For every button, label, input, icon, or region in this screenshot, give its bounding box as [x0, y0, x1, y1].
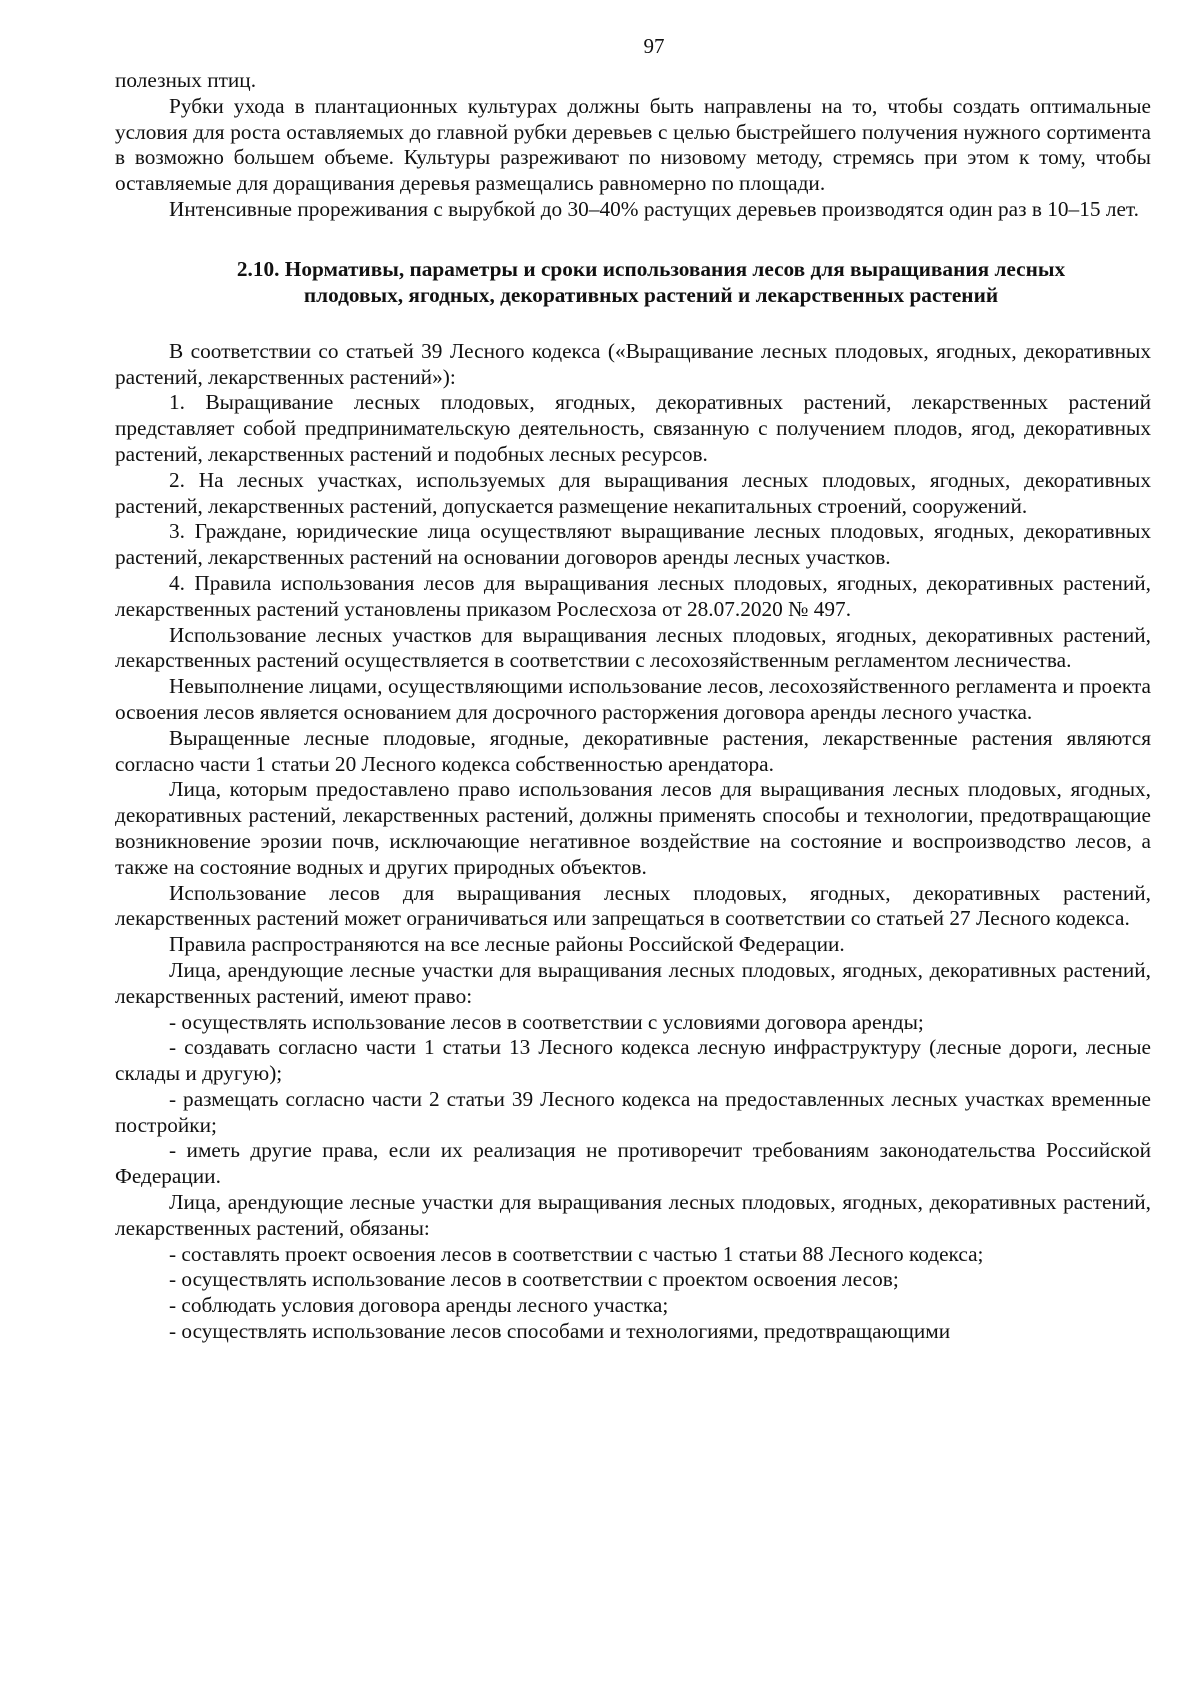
paragraph: Интенсивные прореживания с вырубкой до 30–40% растущих деревьев производятся один раз в 10–15 лет. [169, 196, 1139, 221]
paragraph: 3. Граждане, юридические лица осуществляют выращивание лесных плодовых, ягодных, декоративных растений, лекарственных растений на основании договоров аренды лесных участков. [115, 519, 1151, 570]
list-item: - составлять проект освоения лесов в соответствии с частью 1 статьи 88 Лесного кодекса; [169, 1241, 984, 1266]
paragraph: Правила распространяются на все лесные районы Российской Федерации. [169, 932, 845, 957]
paragraph: В соответствии со статьей 39 Лесного кодекса («Выращивание лесных плодовых, ягодных, декоративных растений, лекарственных растений»): [115, 338, 1151, 389]
list-item: - размещать согласно части 2 статьи 39 Лесного кодекса на предоставленных лесных участках временные постройки; [115, 1086, 1151, 1137]
paragraph: Невыполнение лицами, осуществляющими использование лесов, лесохозяйственного регламента и проекта освоения лесов является основанием для досрочного расторжения договора аренды лесного участка. [115, 674, 1151, 724]
paragraph: Выращенные лесные плодовые, ягодные, декоративные растения, лекарственные растения являются согласно части 1 статьи 20 Лесного кодекса собственностью арендатора. [115, 725, 1151, 776]
list-item: - осуществлять использование лесов в соответствии с условиями договора аренды; [169, 1009, 924, 1034]
paragraph: Использование лесных участков для выращивания лесных плодовых, ягодных, декоративных растений, лекарственных растений осуществляется в соответствии с лесохозяйственным регламентом лесничества. [115, 622, 1151, 673]
paragraph: Использование лесов для выращивания лесных плодовых, ягодных, декоративных растений, лекарственных растений может ограничиваться или запрещаться в соответствии со статьей 27 Лесного кодекса. [115, 880, 1151, 931]
paragraph: Лица, арендующие лесные участки для выращивания лесных плодовых, ягодных, декоративных растений, лекарственных растений, обязаны: [115, 1190, 1151, 1240]
paragraph: 2. На лесных участках, используемых для выращивания лесных плодовых, ягодных, декоративных растений, лекарственных растений, допускается размещение некапитальных строений, сооружений. [115, 467, 1151, 518]
section-heading-line: 2.10. Нормативы, параметры и сроки использования лесов для выращивания лесных [236, 256, 1066, 281]
paragraph: Лица, арендующие лесные участки для выращивания лесных плодовых, ягодных, декоративных растений, лекарственных растений, имеют право: [115, 957, 1151, 1008]
paragraph: Рубки ухода в плантационных культурах должны быть направлены на то, чтобы создать оптимальные условия для роста оставляемых до главной рубки деревьев с целью быстрейшего получения нужного сортимента в возможно большем объеме. Культуры разреживают по низовому методу, стремясь при этом к тому, чтобы оставляемые для доращивания деревья размещались равномерно по площади. [115, 93, 1151, 196]
list-item: - иметь другие права, если их реализация не противоречит требованиям законодательства Российской Федерации. [115, 1138, 1151, 1189]
paragraph: Лица, которым предоставлено право использования лесов для выращивания лесных плодовых, ягодных, декоративных растений, лекарственных растений, должны применять способы и технологии, предотвращающие возникновение эрозии почв, исключающие негативное воздействие на состояние и воспроизводство лесов, а также на состояние водных и других природных объектов. [115, 777, 1151, 879]
page-number: 97 [643, 34, 665, 58]
document-page [115, 34, 1151, 1345]
section-heading-line: плодовых, ягодных, декоративных растений и лекарственных растений [303, 283, 999, 308]
list-item: - осуществлять использование лесов способами и технологиями, предотвращающими [169, 1319, 951, 1344]
paragraph: 4. Правила использования лесов для выращивания лесных плодовых, ягодных, декоративных растений, лекарственных растений установлены приказом Рослесхоза от 28.07.2020 № 497. [115, 570, 1151, 621]
list-item: - осуществлять использование лесов в соответствии с проектом освоения лесов; [169, 1267, 899, 1292]
paragraph: 1. Выращивание лесных плодовых, ягодных, декоративных растений, лекарственных растений представляет собой предпринимательскую деятельность, связанную с получением плодов, ягод, декоративных растений, лекарственных растений и подобных лесных ресурсов. [115, 390, 1151, 466]
list-item: - создавать согласно части 1 статьи 13 Лесного кодекса лесную инфраструктуру (лесные дороги, лесные склады и другую); [115, 1035, 1151, 1086]
section-heading [115, 256, 1151, 309]
paragraph-continuation: полезных птиц. [115, 68, 257, 92]
list-item: - соблюдать условия договора аренды лесного участка; [169, 1293, 669, 1318]
